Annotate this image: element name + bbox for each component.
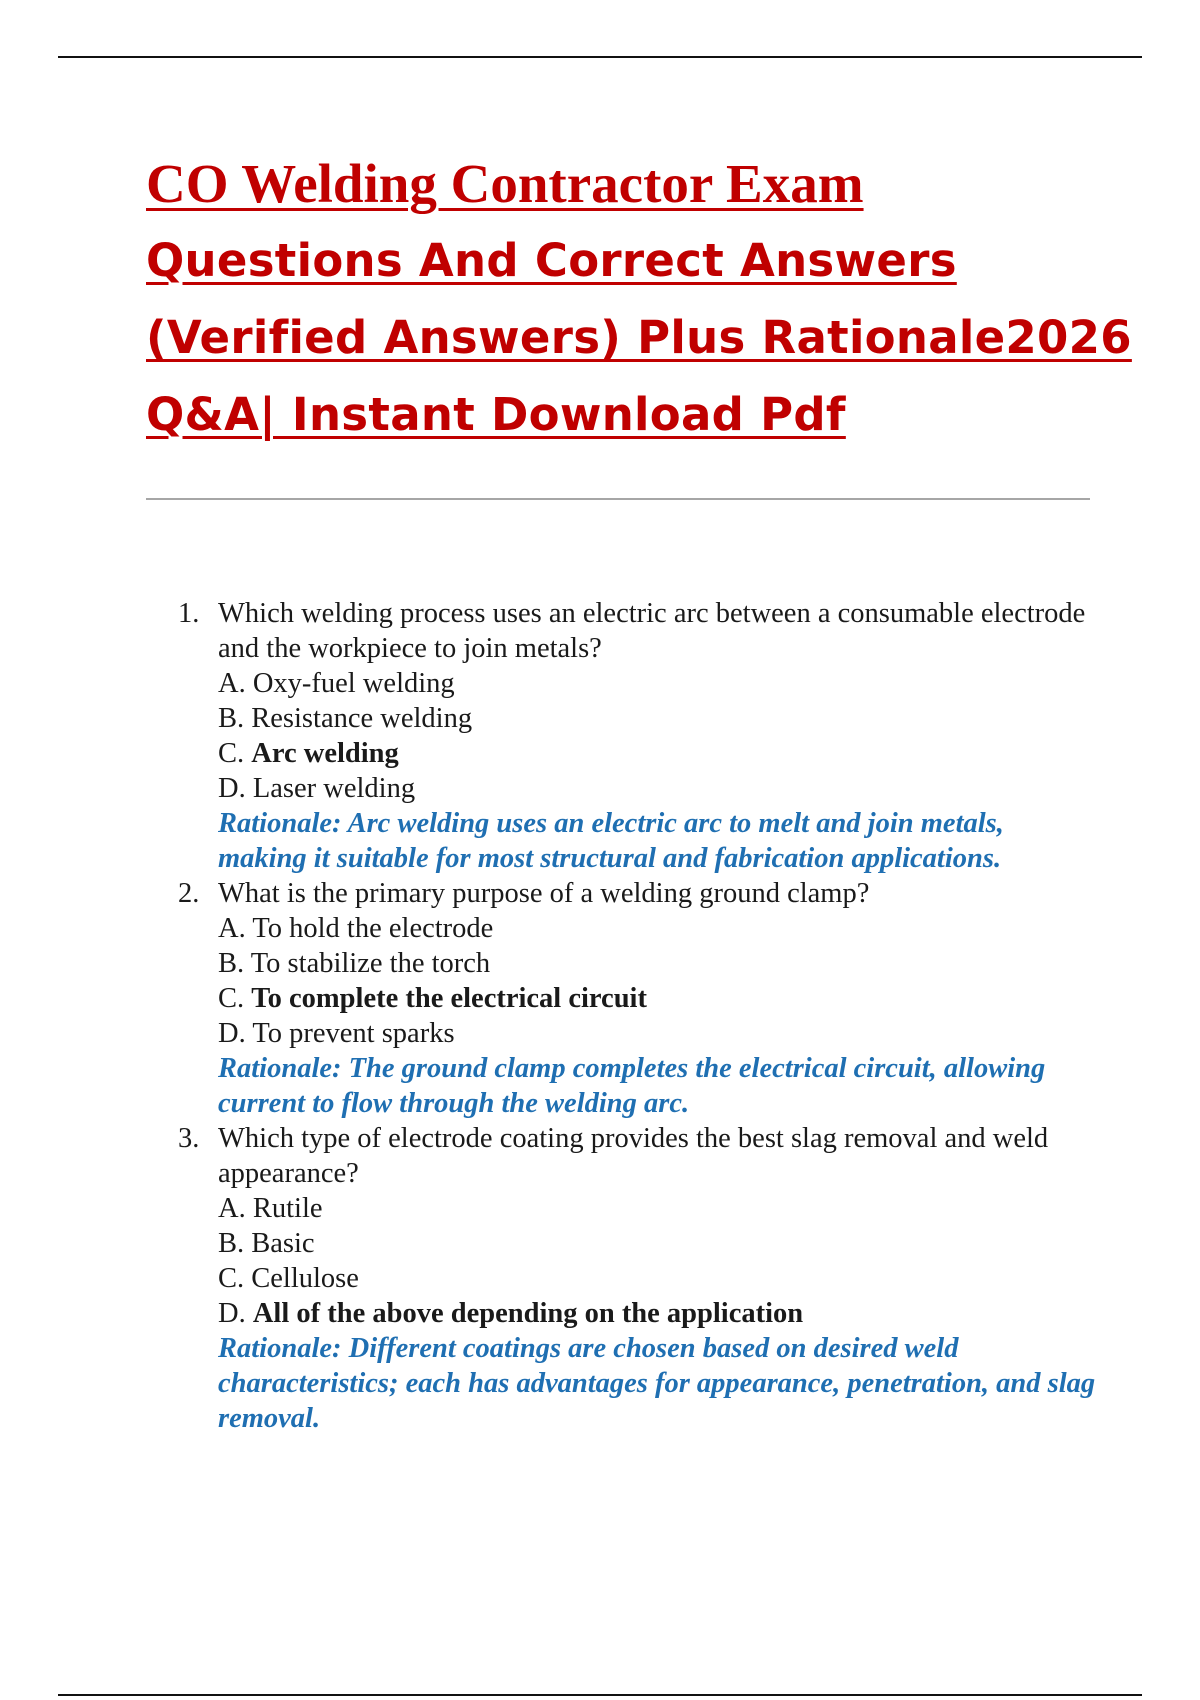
option-d: D. To prevent sparks bbox=[218, 1018, 455, 1049]
title-separator bbox=[146, 498, 1090, 500]
option-c-correct: C. Arc welding bbox=[218, 738, 399, 769]
title-line-1: CO Welding Contractor Exam bbox=[146, 153, 864, 214]
question-2 bbox=[178, 876, 1098, 1121]
question-list bbox=[178, 596, 1098, 1436]
option-a: A. Rutile bbox=[218, 1193, 323, 1224]
question-text: What is the primary purpose of a welding ground clamp? bbox=[218, 878, 870, 909]
rationale: Rationale: Arc welding uses an electric arc to melt and join metals, making it suitable for most structural and fabrication applications. bbox=[218, 808, 1004, 874]
option-b: B. Resistance welding bbox=[218, 703, 473, 734]
question-number: 1. bbox=[178, 598, 200, 629]
option-b: B. Basic bbox=[218, 1228, 315, 1259]
question-3 bbox=[178, 1121, 1098, 1436]
title-line-3: (Verified Answers) Plus Rationale2026 bbox=[146, 311, 1132, 364]
bottom-rule bbox=[58, 1694, 1142, 1696]
option-d-correct: D. All of the above depending on the application bbox=[218, 1298, 804, 1329]
option-b: B. To stabilize the torch bbox=[218, 948, 491, 979]
question-text: Which welding process uses an electric arc between a consumable electrode and the workpiece to join metals? bbox=[218, 598, 1086, 664]
rationale: Rationale: Different coatings are chosen based on desired weld characteristics; each has advantages for appearance, penetration, and slag removal. bbox=[218, 1333, 1096, 1434]
question-text: Which type of electrode coating provides the best slag removal and weld appearance? bbox=[218, 1123, 1049, 1189]
document-title bbox=[146, 146, 1132, 453]
question-number: 3. bbox=[178, 1123, 200, 1154]
option-d: D. Laser welding bbox=[218, 773, 416, 804]
option-a: A. To hold the electrode bbox=[218, 913, 494, 944]
title-line-4: Q&A| Instant Download Pdf bbox=[146, 388, 846, 441]
rationale: Rationale: The ground clamp completes the electrical circuit, allowing current to flow through the welding arc. bbox=[218, 1053, 1046, 1119]
top-rule bbox=[58, 56, 1142, 58]
option-c: C. Cellulose bbox=[218, 1263, 359, 1294]
title-line-2: Questions And Correct Answers bbox=[146, 234, 957, 287]
option-a: A. Oxy-fuel welding bbox=[218, 668, 455, 699]
option-c-correct: C. To complete the electrical circuit bbox=[218, 983, 647, 1014]
question-number: 2. bbox=[178, 878, 200, 909]
question-1 bbox=[178, 596, 1098, 876]
